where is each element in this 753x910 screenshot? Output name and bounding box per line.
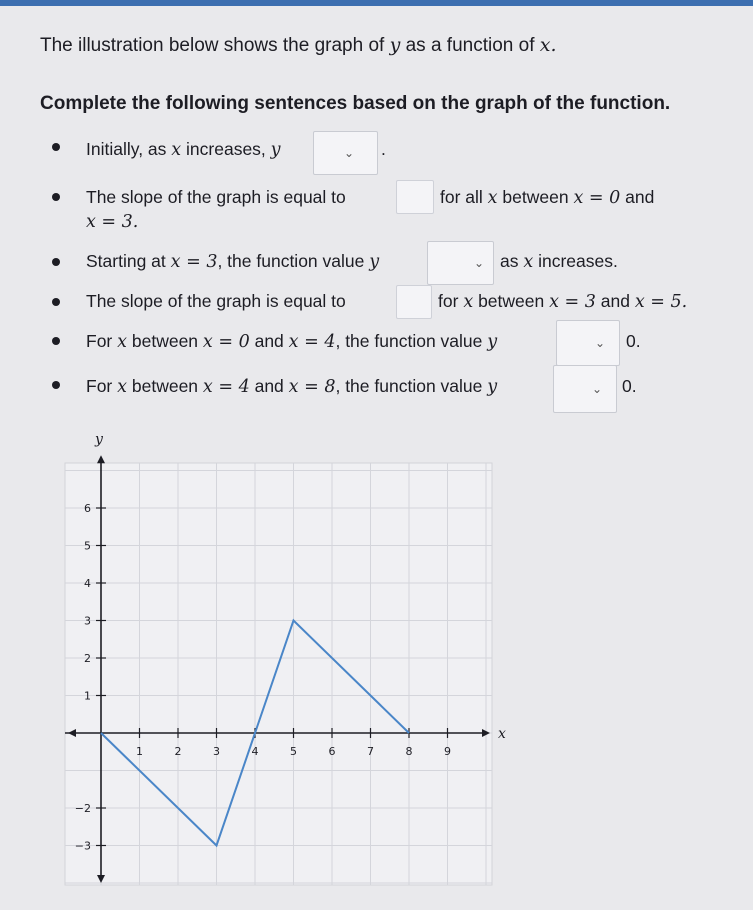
y-tick-label: 1 <box>84 689 91 703</box>
sentence-1-end: . <box>381 139 386 159</box>
sentence-4-cont: for x between x = 3 and x = 5. <box>438 291 688 312</box>
sentence-5-end: 0. <box>626 331 641 351</box>
chevron-down-icon: ⌄ <box>344 146 355 160</box>
y-tick-label: −3 <box>74 839 91 853</box>
x-tick-label: 6 <box>328 745 336 758</box>
y-tick-label: 5 <box>84 539 91 553</box>
y-tick-label: −2 <box>74 802 91 815</box>
sentence-2-cont: for all x between x = 0 and <box>440 187 655 208</box>
y-axis-label: y <box>95 431 103 448</box>
x-axis-label: x <box>498 726 506 742</box>
sentence-2: The slope of the graph is equal to <box>86 187 346 207</box>
sentence-6: For x between x = 4 and x = 8, the function value y <box>86 376 498 397</box>
sentence-2-line2: x = 3. <box>86 212 139 232</box>
x-tick-label: 2 <box>174 745 182 758</box>
x-tick-label: 1 <box>136 745 143 758</box>
y-tick-label: 6 <box>84 502 91 515</box>
question-title: The illustration below shows the graph of y as a function of x. <box>40 34 557 56</box>
graph-background <box>65 463 492 885</box>
x-tick-label: 5 <box>290 745 297 758</box>
chevron-down-icon: ⌄ <box>595 336 606 350</box>
sentence-4: The slope of the graph is equal to <box>86 291 346 311</box>
x-tick-label: 8 <box>405 745 413 758</box>
chevron-down-icon: ⌄ <box>592 382 603 396</box>
y-axis-arrow-up <box>97 455 105 463</box>
sentence-3-cont: as x increases. <box>500 251 618 272</box>
x-tick-label: 7 <box>367 745 374 758</box>
chevron-down-icon: ⌄ <box>474 256 485 270</box>
x-tick-label: 9 <box>444 745 451 758</box>
sentence-5: For x between x = 0 and x = 4, the function value y <box>86 331 498 352</box>
x-tick-label: 3 <box>213 745 220 758</box>
x-tick-label: 4 <box>251 745 259 758</box>
y-tick-label: 2 <box>84 652 91 665</box>
y-tick-label: 4 <box>84 577 91 590</box>
sentence-6-end: 0. <box>622 376 637 396</box>
sentence-3: Starting at x = 3, the function value y <box>86 251 380 272</box>
question-instruction: Complete the following sentences based on the graph of the function. <box>40 93 671 114</box>
sentence-1: Initially, as x increases, y <box>86 139 281 160</box>
y-tick-label: 3 <box>84 614 91 628</box>
